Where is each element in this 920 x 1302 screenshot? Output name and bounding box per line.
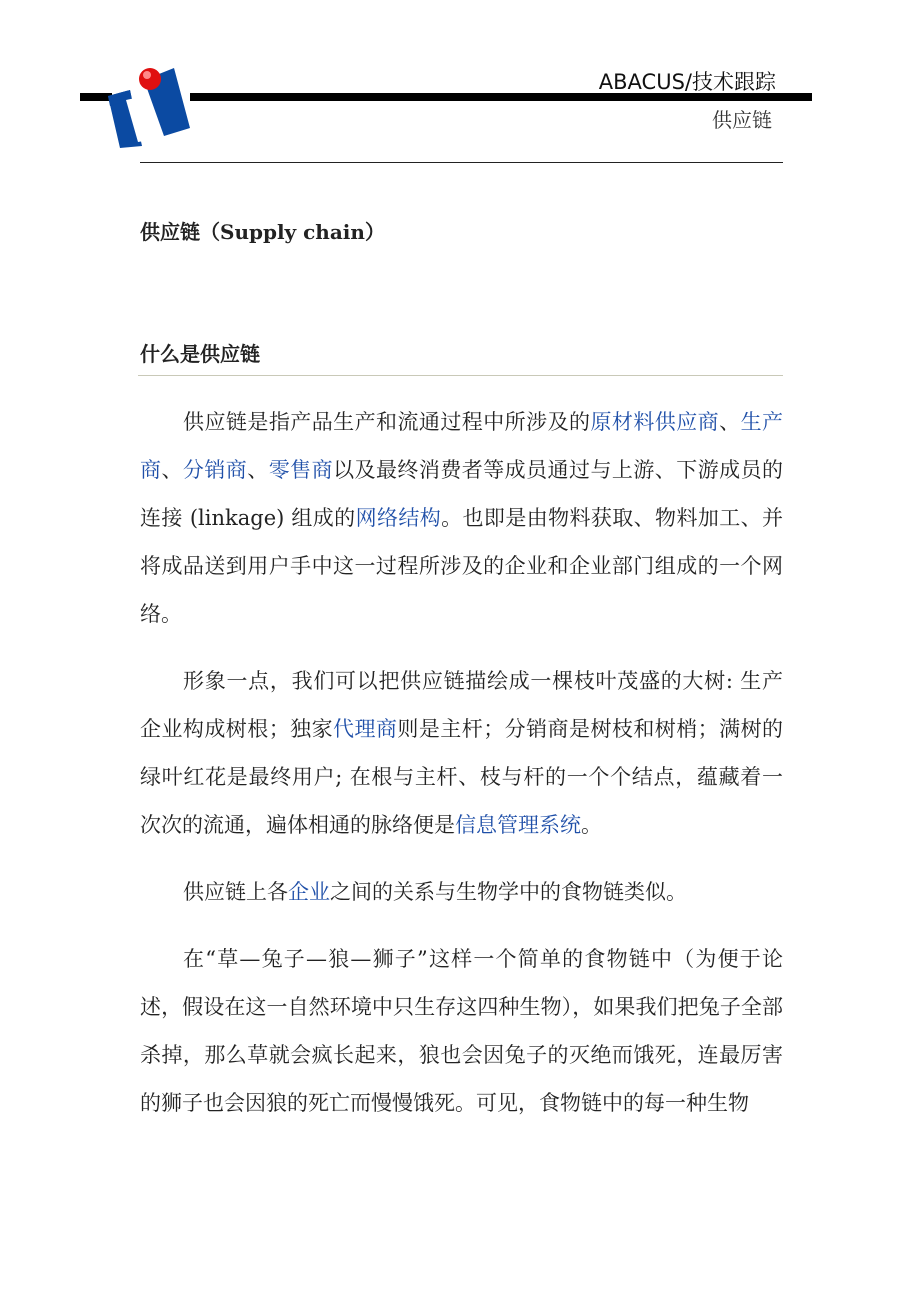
text: 。也即是由物料获取、物料加工、并将成品送到用户手中这一过程所涉及的企业和企业部门组成的一个网络。: [140, 506, 784, 626]
link-information-management-system[interactable]: 信息管理系统: [455, 813, 581, 837]
heading-divider: [138, 375, 783, 376]
header-topic: 供应链: [712, 108, 772, 132]
text: 则是主杆；分销商是树枝和树梢；满树的绿叶红花是最终用户; 在根与主杆、枝与杆的一个个结点，蕴藏着一次次的流通，遍体相通的脉络便是: [140, 717, 784, 837]
header-divider: [140, 162, 783, 163]
document-title: 供应链（Supply chain）: [140, 220, 385, 244]
text: 形象一点，我们可以把供应链描绘成一棵枝叶茂盛的大树: 生产企业构成树根；独家: [140, 669, 783, 741]
link-manufacturer[interactable]: 生产商: [140, 410, 784, 482]
link-enterprise[interactable]: 企业: [288, 880, 331, 904]
paragraph-food-chain-intro: [140, 868, 783, 916]
text: 、: [247, 458, 269, 482]
paragraph-food-chain-example: 在“草—兔子—狼—狮子”这样一个简单的食物链中（为便于论述，假设在这一自然环境中只生存这四种生物），如果我们把兔子全部杀掉，那么草就会疯长起来，狼也会因兔子的灭绝而饿死，连最厉害的狮子也会因狼的死亡而慢慢饿死。可见，食物链中的每一种生物: [140, 947, 783, 1115]
document-body: [140, 398, 783, 1146]
paragraph-tree-analogy: [140, 657, 783, 849]
text: 、: [161, 458, 183, 482]
link-retailer[interactable]: 零售商: [268, 458, 334, 482]
link-agent[interactable]: 代理商: [333, 717, 398, 741]
paragraph-definition: [140, 398, 783, 638]
text: 之间的关系与生物学中的食物链类似。: [330, 880, 688, 904]
text: 、: [719, 410, 741, 434]
text: 以及最终消费者等成员通过与上游、下游成员的连接 (linkage) 组成的: [140, 458, 784, 530]
link-raw-material-supplier[interactable]: 原材料供应商: [590, 410, 720, 434]
link-network-structure[interactable]: 网络结构: [355, 506, 442, 530]
company-logo: [104, 66, 194, 152]
text: 供应链上各: [183, 880, 289, 904]
text: 供应链是指产品生产和流通过程中所涉及的: [183, 410, 591, 434]
section-heading: 什么是供应链: [140, 342, 260, 366]
text: 。: [581, 813, 602, 837]
link-distributor[interactable]: 分销商: [182, 458, 248, 482]
header-section: ABACUS/技术跟踪: [598, 70, 776, 94]
